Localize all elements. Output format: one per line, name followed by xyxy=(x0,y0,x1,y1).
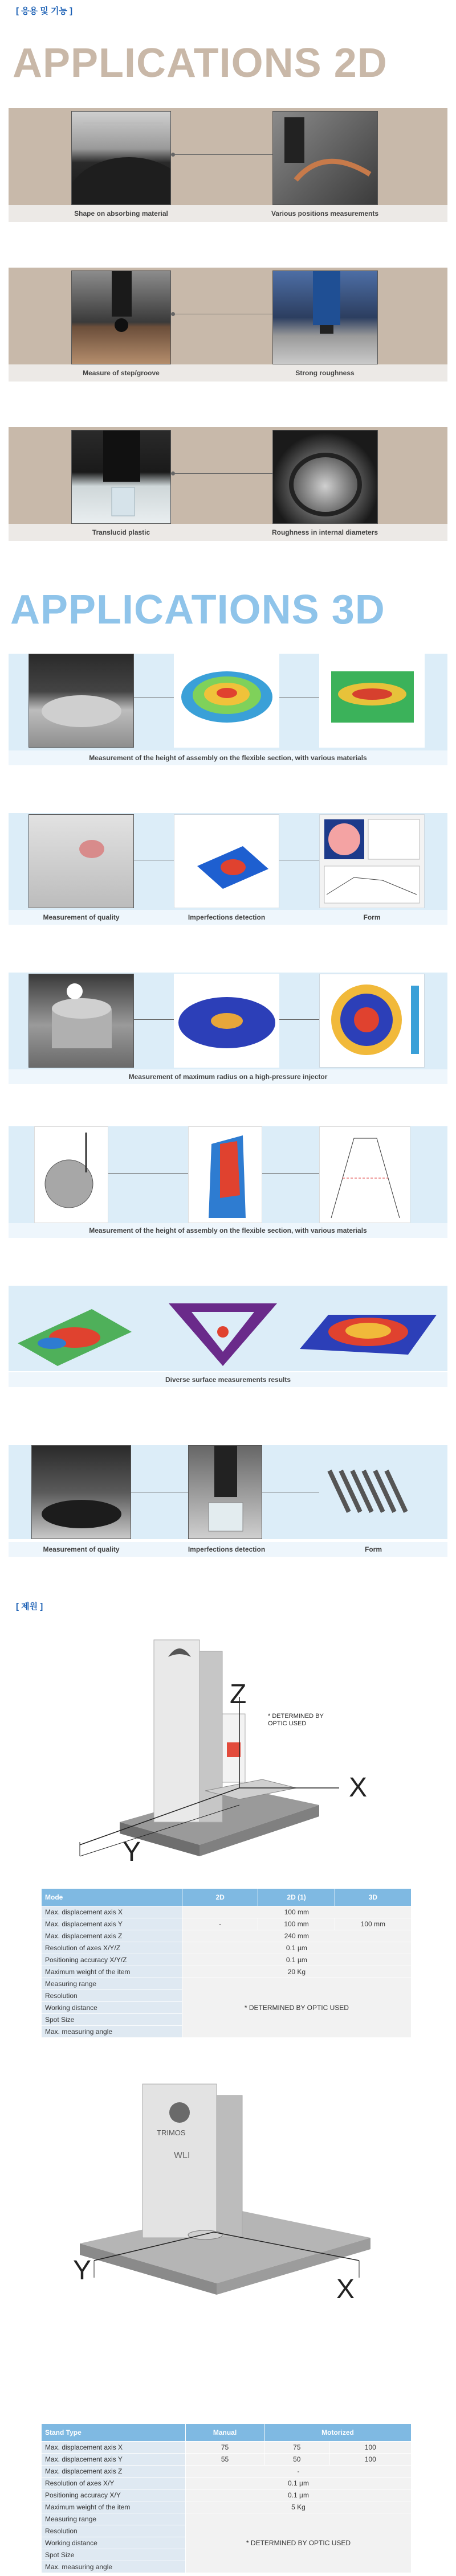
table-row xyxy=(42,2466,412,2477)
section-label-specs: [ 제원 ] xyxy=(16,1602,43,1611)
app3d-plot-needle-profile xyxy=(319,1126,410,1223)
table-row xyxy=(42,2477,412,2489)
table-row xyxy=(42,2442,412,2454)
app3d-plot-assembly-3d xyxy=(174,654,279,748)
row-label: Max. displacement axis X xyxy=(42,1906,182,1918)
app3d-caption: Measurement of the height of assembly on the flexible section, with various materials xyxy=(89,1227,367,1234)
row-label: Spot Size xyxy=(42,2549,186,2561)
row-value: 100 mm xyxy=(335,1918,411,1930)
row-value: 0.1 µm xyxy=(182,1942,411,1954)
machine-1-illustration xyxy=(57,1617,399,1873)
app3d-plot-injector-disc xyxy=(174,974,279,1068)
app2d-caption: Various positions measurements xyxy=(271,210,379,218)
merged-optic-note: * DETERMINED BY OPTIC USED xyxy=(182,1978,411,2038)
row-label: Resolution xyxy=(42,1990,182,2002)
app3d-caption: Measurement of the height of assembly on the flexible section, with various materials xyxy=(89,754,367,762)
row-value: 0.1 µm xyxy=(186,2489,412,2501)
app2d-caption: Roughness in internal diameters xyxy=(271,528,378,536)
machine-2-illustration xyxy=(63,2073,393,2300)
app3d-photo-injector xyxy=(28,974,134,1068)
row-label: Working distance xyxy=(42,2537,186,2549)
table-row xyxy=(42,1906,412,1918)
app3d-caption: Diverse surface measurements results xyxy=(165,1376,291,1384)
app3d-photo-coin xyxy=(34,1126,108,1223)
app3d-photo-quality-2 xyxy=(31,1445,131,1539)
app2d-photo-absorbing-material xyxy=(71,111,171,205)
app3d-caption: Form xyxy=(363,913,381,921)
row-value: 55 xyxy=(186,2454,264,2466)
axis-x-label: X xyxy=(349,1773,368,1803)
app3d-caption: Measurement of maximum radius on a high-pressure injector xyxy=(128,1073,328,1081)
row-value: 100 xyxy=(329,2454,412,2466)
axis-z-label: Z xyxy=(230,1679,247,1709)
app2d-caption: Translucid plastic xyxy=(92,528,150,536)
row-label: Max. measuring angle xyxy=(42,2561,186,2573)
table-row xyxy=(42,1954,412,1966)
app2d-caption: Strong roughness xyxy=(295,369,355,377)
merged-optic-note: * DETERMINED BY OPTIC USED xyxy=(186,2513,412,2573)
app3d-photo-quality xyxy=(28,814,134,908)
table2-header: Stand Type xyxy=(42,2424,186,2442)
row-label: Positioning accuracy X/Y xyxy=(42,2489,186,2501)
row-label: Measuring range xyxy=(42,2513,186,2525)
app3d-plot-imperfections xyxy=(174,814,279,908)
app3d-photo-assembly xyxy=(28,654,134,748)
app2d-photo-step-groove xyxy=(71,270,171,364)
table1-header: 3D xyxy=(335,1889,411,1906)
row-label: Maximum weight of the item xyxy=(42,2501,186,2513)
table-row xyxy=(42,2454,412,2466)
table-row xyxy=(42,1978,412,1990)
applications-3d-title: APPLICATIONS 3D xyxy=(10,587,385,633)
row-label: Max. measuring angle xyxy=(42,2026,182,2038)
table-row xyxy=(42,1966,412,1978)
machine2-brand-text: TRIMOS xyxy=(157,2128,186,2137)
table-row xyxy=(42,2501,412,2513)
table-row xyxy=(42,1918,412,1930)
connector-line xyxy=(134,1019,174,1020)
row-label: Maximum weight of the item xyxy=(42,1966,182,1978)
row-value: 75 xyxy=(186,2442,264,2454)
row-value: 100 mm xyxy=(182,1906,411,1918)
row-label: Working distance xyxy=(42,2002,182,2014)
table1-header: Mode xyxy=(42,1889,182,1906)
table1-header: 2D (1) xyxy=(258,1889,335,1906)
row-label: Resolution of axes X/Y/Z xyxy=(42,1942,182,1954)
app3d-plot-surface-3 xyxy=(294,1286,442,1371)
row-value: 75 xyxy=(264,2442,329,2454)
app3d-plot-surface-1 xyxy=(11,1286,137,1371)
row-value: 0.1 µm xyxy=(182,1954,411,1966)
app2d-photo-strong-roughness xyxy=(272,270,378,364)
row-value: 20 Kg xyxy=(182,1966,411,1978)
connector-line xyxy=(173,473,272,474)
machine2-model-text: WLI xyxy=(174,2151,190,2160)
spec-table-2 xyxy=(41,2423,412,2573)
connector-line xyxy=(173,154,272,155)
app3d-caption: Form xyxy=(365,1545,382,1553)
app3d-screen-form xyxy=(319,814,425,908)
table2-header: Manual xyxy=(186,2424,264,2442)
table-row xyxy=(42,2513,412,2525)
app3d-plot-needle-3d xyxy=(188,1126,262,1223)
row-value: - xyxy=(182,1918,258,1930)
app3d-caption: Measurement of quality xyxy=(43,913,120,921)
row-value: 240 mm xyxy=(182,1930,411,1942)
app2d-photo-translucid-plastic xyxy=(71,430,171,524)
app3d-caption: Imperfections detection xyxy=(188,1545,266,1553)
app3d-plot-assembly-side xyxy=(319,654,425,748)
table-row xyxy=(42,2489,412,2501)
axis-x-label-2: X xyxy=(336,2274,355,2304)
applications-2d-title: APPLICATIONS 2D xyxy=(13,40,388,86)
app3d-plot-surface-2 xyxy=(157,1286,288,1371)
row-label: Max. displacement axis Y xyxy=(42,1918,182,1930)
connector-line xyxy=(108,1173,188,1174)
app2d-photo-various-positions xyxy=(272,111,378,205)
optic-note: * DETERMINED BY OPTIC USED xyxy=(268,1713,324,1727)
row-label: Measuring range xyxy=(42,1978,182,1990)
table-row xyxy=(42,1930,412,1942)
row-value: 5 Kg xyxy=(186,2501,412,2513)
row-value: 0.1 µm xyxy=(186,2477,412,2489)
row-label: Resolution of axes X/Y xyxy=(42,2477,186,2489)
row-label: Max. displacement axis Z xyxy=(42,1930,182,1942)
connector-line xyxy=(262,1173,319,1174)
row-value: 100 mm xyxy=(258,1918,335,1930)
app3d-caption: Imperfections detection xyxy=(188,913,266,921)
app3d-photo-imperfections-2 xyxy=(188,1445,262,1539)
section-label-applications: [ 응용 및 기능 ] xyxy=(16,6,73,16)
app2d-photo-internal-diameters xyxy=(272,430,378,524)
table2-header: Motorized xyxy=(264,2424,412,2442)
row-label: Max. displacement axis X xyxy=(42,2442,186,2454)
row-label: Resolution xyxy=(42,2525,186,2537)
axis-y-label: Y xyxy=(123,1837,141,1867)
app3d-plot-form-2 xyxy=(319,1445,427,1539)
app2d-caption: Shape on absorbing material xyxy=(74,210,168,218)
row-value: 50 xyxy=(264,2454,329,2466)
table-row xyxy=(42,1942,412,1954)
app3d-caption: Measurement of quality xyxy=(43,1545,120,1553)
spec-table-1 xyxy=(41,1888,412,2038)
app2d-caption: Measure of step/groove xyxy=(83,369,160,377)
row-value: 100 xyxy=(329,2442,412,2454)
row-label: Positioning accuracy X/Y/Z xyxy=(42,1954,182,1966)
table1-header: 2D xyxy=(182,1889,258,1906)
row-label: Max. displacement axis Y xyxy=(42,2454,186,2466)
row-label: Spot Size xyxy=(42,2014,182,2026)
row-label: Max. displacement axis Z xyxy=(42,2466,186,2477)
axis-y-label-2: Y xyxy=(73,2255,92,2286)
app3d-plot-injector-map xyxy=(319,974,425,1068)
connector-line xyxy=(279,1019,319,1020)
row-value: - xyxy=(186,2466,412,2477)
